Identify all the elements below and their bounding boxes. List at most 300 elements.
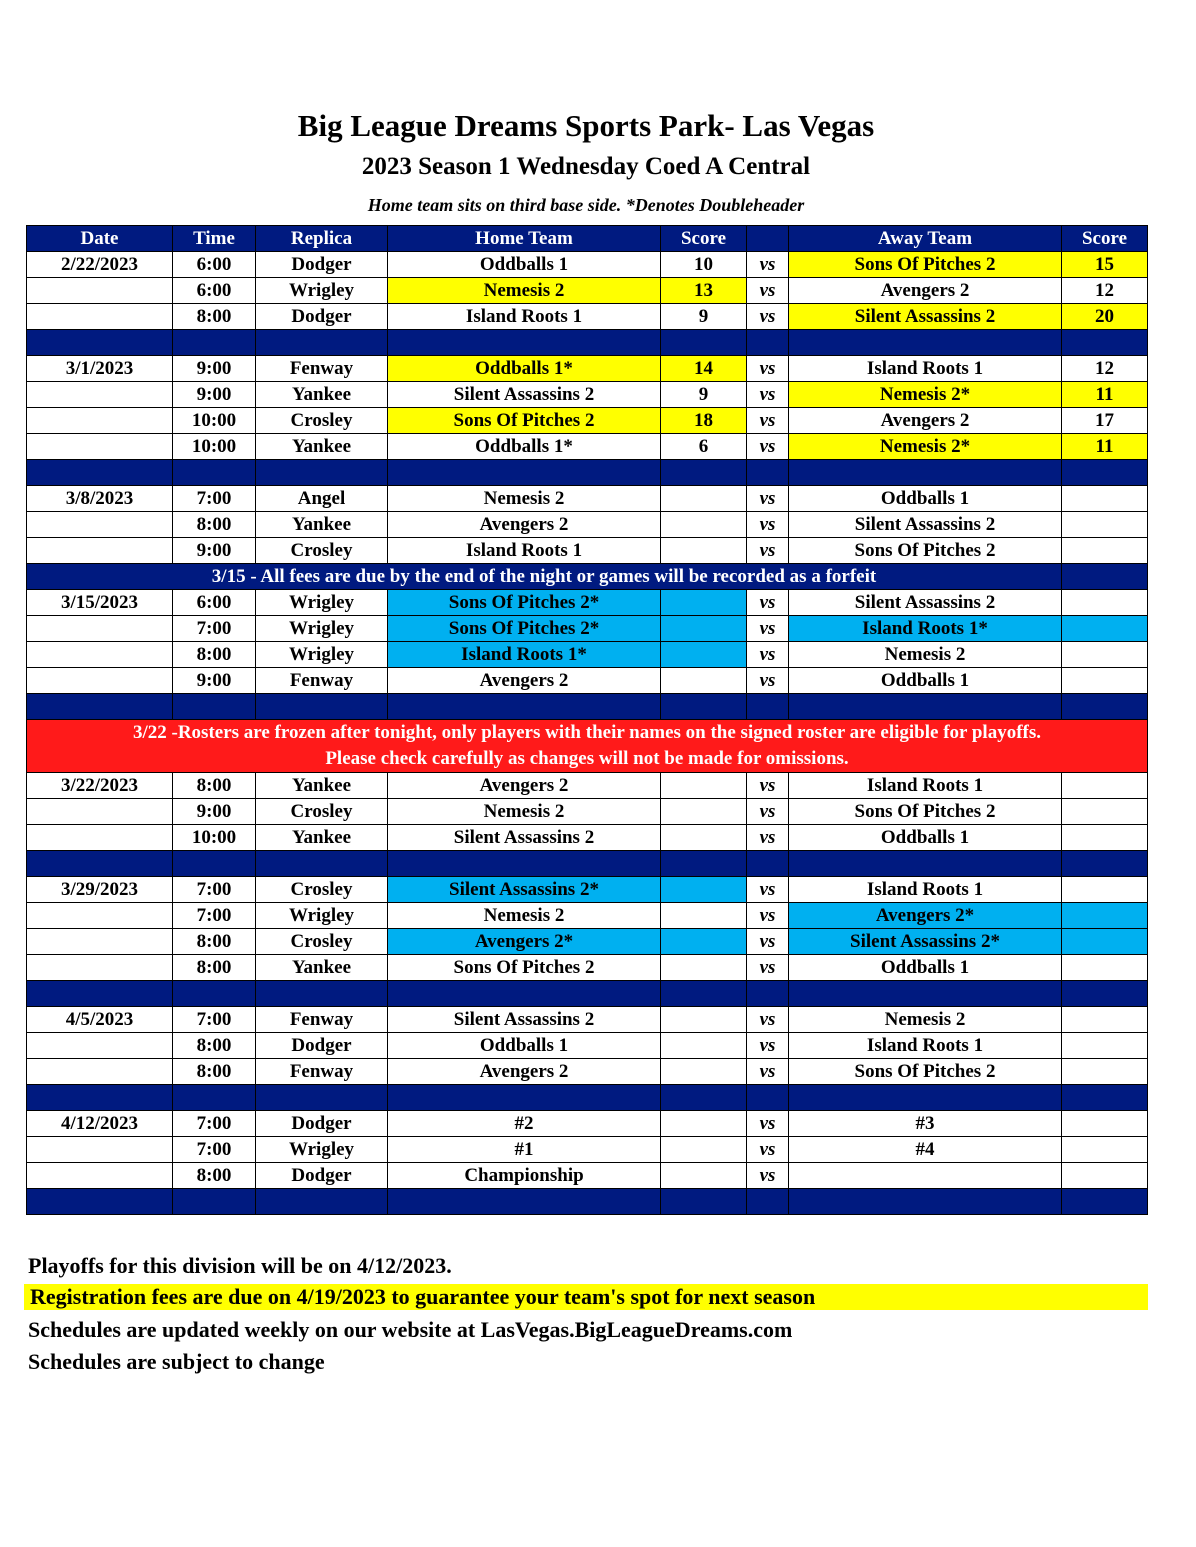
col-home-team: Home Team	[388, 226, 661, 252]
home-score	[661, 929, 747, 955]
roster-alert	[27, 720, 1148, 773]
away-score	[1062, 929, 1148, 955]
game-date	[27, 799, 173, 825]
separator-cell	[1062, 1085, 1148, 1111]
separator-cell	[388, 330, 661, 356]
separator-cell	[789, 1085, 1062, 1111]
away-team: Nemesis 2*	[789, 382, 1062, 408]
home-score	[661, 642, 747, 668]
away-score: 20	[1062, 304, 1148, 330]
game-field: Wrigley	[256, 278, 388, 304]
separator-cell	[388, 694, 661, 720]
game-field: Dodger	[256, 1111, 388, 1137]
game-time: 10:00	[173, 408, 256, 434]
game-time: 7:00	[173, 1111, 256, 1137]
separator-cell	[661, 851, 747, 877]
separator-row	[27, 330, 1148, 356]
separator-cell	[256, 981, 388, 1007]
game-row	[27, 486, 1148, 512]
away-score	[1062, 825, 1148, 851]
home-team: Nemesis 2	[388, 799, 661, 825]
game-time: 8:00	[173, 642, 256, 668]
home-team: Avengers 2	[388, 773, 661, 799]
home-team: Sons Of Pitches 2	[388, 955, 661, 981]
game-row	[27, 382, 1148, 408]
away-team: Nemesis 2	[789, 642, 1062, 668]
game-field: Yankee	[256, 773, 388, 799]
away-team	[789, 1163, 1062, 1189]
game-date	[27, 1163, 173, 1189]
home-team: Silent Assassins 2	[388, 1007, 661, 1033]
home-score	[661, 486, 747, 512]
separator-cell	[661, 1085, 747, 1111]
separator-cell	[388, 1189, 661, 1215]
separator-cell	[789, 1189, 1062, 1215]
game-time: 9:00	[173, 538, 256, 564]
away-score: 12	[1062, 356, 1148, 382]
separator-cell	[256, 460, 388, 486]
game-row	[27, 955, 1148, 981]
game-row	[27, 668, 1148, 694]
separator-cell	[27, 981, 173, 1007]
away-score	[1062, 877, 1148, 903]
away-team: Oddballs 1	[789, 486, 1062, 512]
separator-cell	[27, 460, 173, 486]
roster-alert-line2: Please check carefully as changes will not be made for omissions.	[325, 748, 849, 769]
home-team-note: Home team sits on third base side. *Denotes Doubleheader	[367, 195, 805, 215]
game-field: Crosley	[256, 408, 388, 434]
change-note: Schedules are subject to change	[28, 1349, 325, 1374]
game-time: 9:00	[173, 799, 256, 825]
vs-label: vs	[747, 773, 789, 799]
away-team: Avengers 2	[789, 408, 1062, 434]
home-team: #2	[388, 1111, 661, 1137]
separator-cell	[256, 1085, 388, 1111]
game-field: Wrigley	[256, 616, 388, 642]
away-score	[1062, 616, 1148, 642]
separator-cell	[1062, 981, 1148, 1007]
game-date	[27, 538, 173, 564]
game-date	[27, 903, 173, 929]
separator-cell	[256, 694, 388, 720]
game-date	[27, 304, 173, 330]
game-field: Dodger	[256, 1033, 388, 1059]
separator-cell	[173, 1189, 256, 1215]
game-field: Yankee	[256, 825, 388, 851]
game-row	[27, 877, 1148, 903]
game-field: Crosley	[256, 929, 388, 955]
vs-label: vs	[747, 1163, 789, 1189]
away-score	[1062, 1111, 1148, 1137]
home-score	[661, 1059, 747, 1085]
vs-label: vs	[747, 955, 789, 981]
game-time: 7:00	[173, 877, 256, 903]
col-date: Date	[27, 226, 173, 252]
game-time: 7:00	[173, 486, 256, 512]
away-score	[1062, 642, 1148, 668]
away-score	[1062, 773, 1148, 799]
away-score	[1062, 799, 1148, 825]
game-time: 6:00	[173, 278, 256, 304]
game-date	[27, 434, 173, 460]
game-date	[27, 668, 173, 694]
vs-label: vs	[747, 877, 789, 903]
home-score: 6	[661, 434, 747, 460]
home-team: Nemesis 2	[388, 486, 661, 512]
game-row	[27, 773, 1148, 799]
game-time: 8:00	[173, 955, 256, 981]
game-date	[27, 825, 173, 851]
home-team: Sons Of Pitches 2	[388, 408, 661, 434]
game-row	[27, 512, 1148, 538]
game-field: Wrigley	[256, 903, 388, 929]
vs-label: vs	[747, 1033, 789, 1059]
game-date	[27, 1137, 173, 1163]
home-team: Nemesis 2	[388, 903, 661, 929]
game-time: 7:00	[173, 616, 256, 642]
game-date: 3/1/2023	[27, 356, 173, 382]
game-row	[27, 929, 1148, 955]
vs-label: vs	[747, 538, 789, 564]
schedule-table	[26, 225, 1148, 1215]
home-team: Sons Of Pitches 2*	[388, 590, 661, 616]
game-row	[27, 1059, 1148, 1085]
separator-cell	[661, 1189, 747, 1215]
home-team: Avengers 2	[388, 512, 661, 538]
game-field: Yankee	[256, 512, 388, 538]
vs-label: vs	[747, 903, 789, 929]
separator-cell	[27, 694, 173, 720]
game-field: Fenway	[256, 1059, 388, 1085]
away-score	[1062, 955, 1148, 981]
home-score	[661, 955, 747, 981]
header-row	[27, 226, 1148, 252]
away-team: Sons Of Pitches 2	[789, 252, 1062, 278]
game-date	[27, 642, 173, 668]
separator-cell	[256, 330, 388, 356]
home-team: Island Roots 1*	[388, 642, 661, 668]
separator-cell	[27, 851, 173, 877]
separator-cell	[789, 460, 1062, 486]
game-row	[27, 1007, 1148, 1033]
game-date	[27, 616, 173, 642]
game-field: Crosley	[256, 799, 388, 825]
game-time: 8:00	[173, 304, 256, 330]
game-date: 4/12/2023	[27, 1111, 173, 1137]
vs-label: vs	[747, 486, 789, 512]
game-time: 8:00	[173, 1163, 256, 1189]
vs-label: vs	[747, 1007, 789, 1033]
game-date: 4/5/2023	[27, 1007, 173, 1033]
playoffs-note: Playoffs for this division will be on 4/12/2023.	[28, 1253, 452, 1278]
game-field: Fenway	[256, 1007, 388, 1033]
game-date	[27, 512, 173, 538]
game-row	[27, 278, 1148, 304]
home-team: Oddballs 1*	[388, 434, 661, 460]
home-score	[661, 616, 747, 642]
page-title: Big League Dreams Sports Park- Las Vegas	[297, 108, 875, 143]
home-score	[661, 1111, 747, 1137]
vs-label: vs	[747, 590, 789, 616]
game-field: Crosley	[256, 877, 388, 903]
separator-cell	[747, 460, 789, 486]
separator-cell	[27, 1085, 173, 1111]
away-score: 17	[1062, 408, 1148, 434]
away-score: 15	[1062, 252, 1148, 278]
separator-row	[27, 1189, 1148, 1215]
game-row	[27, 825, 1148, 851]
game-row	[27, 642, 1148, 668]
game-field: Yankee	[256, 955, 388, 981]
separator-cell	[661, 694, 747, 720]
game-date	[27, 955, 173, 981]
away-score	[1062, 668, 1148, 694]
separator-cell	[1062, 694, 1148, 720]
game-date	[27, 929, 173, 955]
away-team: Sons Of Pitches 2	[789, 538, 1062, 564]
away-team: Nemesis 2	[789, 1007, 1062, 1033]
away-team: Avengers 2*	[789, 903, 1062, 929]
vs-label: vs	[747, 1111, 789, 1137]
separator-cell	[173, 460, 256, 486]
separator-row	[27, 460, 1148, 486]
separator-cell	[173, 851, 256, 877]
game-date: 2/22/2023	[27, 252, 173, 278]
game-field: Yankee	[256, 434, 388, 460]
game-row	[27, 1033, 1148, 1059]
separator-cell	[1062, 1189, 1148, 1215]
game-field: Fenway	[256, 668, 388, 694]
separator-cell	[388, 981, 661, 1007]
home-score	[661, 1137, 747, 1163]
away-score	[1062, 1163, 1148, 1189]
vs-label: vs	[747, 278, 789, 304]
game-field: Dodger	[256, 252, 388, 278]
separator-row	[27, 1085, 1148, 1111]
separator-cell	[661, 460, 747, 486]
away-team: Island Roots 1	[789, 356, 1062, 382]
away-score: 12	[1062, 278, 1148, 304]
away-score	[1062, 486, 1148, 512]
home-team: Oddballs 1	[388, 1033, 661, 1059]
game-time: 6:00	[173, 590, 256, 616]
game-date	[27, 408, 173, 434]
away-team: Silent Assassins 2*	[789, 929, 1062, 955]
separator-cell	[173, 1085, 256, 1111]
game-time: 9:00	[173, 668, 256, 694]
home-score	[661, 877, 747, 903]
separator-cell	[747, 1189, 789, 1215]
separator-row	[27, 981, 1148, 1007]
game-row	[27, 304, 1148, 330]
away-score	[1062, 1137, 1148, 1163]
away-team: Sons Of Pitches 2	[789, 1059, 1062, 1085]
home-score	[661, 799, 747, 825]
separator-row	[27, 694, 1148, 720]
roster-alert-row	[27, 720, 1148, 773]
home-score	[661, 1163, 747, 1189]
game-row	[27, 799, 1148, 825]
home-score	[661, 668, 747, 694]
home-team: Championship	[388, 1163, 661, 1189]
separator-cell	[747, 851, 789, 877]
home-score	[661, 590, 747, 616]
home-team: Nemesis 2	[388, 278, 661, 304]
separator-row	[27, 851, 1148, 877]
home-score	[661, 538, 747, 564]
col-time: Time	[173, 226, 256, 252]
away-score	[1062, 1059, 1148, 1085]
vs-label: vs	[747, 304, 789, 330]
game-field: Crosley	[256, 538, 388, 564]
home-team: Avengers 2	[388, 668, 661, 694]
fees-banner-row	[27, 564, 1148, 590]
game-date	[27, 1059, 173, 1085]
home-team: Avengers 2	[388, 1059, 661, 1085]
away-score	[1062, 512, 1148, 538]
game-row	[27, 616, 1148, 642]
separator-cell	[173, 694, 256, 720]
separator-cell	[1062, 851, 1148, 877]
separator-cell	[747, 981, 789, 1007]
fees-banner: 3/15 - All fees are due by the end of the night or games will be recorded as a forfeit	[27, 564, 1062, 590]
vs-label: vs	[747, 1059, 789, 1085]
vs-label: vs	[747, 616, 789, 642]
game-time: 7:00	[173, 903, 256, 929]
game-time: 8:00	[173, 929, 256, 955]
separator-cell	[1062, 330, 1148, 356]
home-score: 10	[661, 252, 747, 278]
home-team: Silent Assassins 2	[388, 825, 661, 851]
game-field: Dodger	[256, 1163, 388, 1189]
home-team: Island Roots 1	[388, 538, 661, 564]
vs-label: vs	[747, 668, 789, 694]
away-team: #4	[789, 1137, 1062, 1163]
vs-label: vs	[747, 382, 789, 408]
home-team: Sons Of Pitches 2*	[388, 616, 661, 642]
vs-label: vs	[747, 434, 789, 460]
home-score: 9	[661, 382, 747, 408]
game-row	[27, 252, 1148, 278]
home-score: 13	[661, 278, 747, 304]
game-field: Angel	[256, 486, 388, 512]
away-team: #3	[789, 1111, 1062, 1137]
game-date	[27, 278, 173, 304]
home-score: 14	[661, 356, 747, 382]
home-score	[661, 903, 747, 929]
vs-label: vs	[747, 1137, 789, 1163]
away-team: Nemesis 2*	[789, 434, 1062, 460]
game-row	[27, 1163, 1148, 1189]
away-team: Island Roots 1	[789, 773, 1062, 799]
home-team: Oddballs 1	[388, 252, 661, 278]
vs-label: vs	[747, 408, 789, 434]
game-row	[27, 408, 1148, 434]
game-date: 3/15/2023	[27, 590, 173, 616]
separator-cell	[27, 1189, 173, 1215]
home-score: 9	[661, 304, 747, 330]
away-score	[1062, 1033, 1148, 1059]
game-field: Wrigley	[256, 642, 388, 668]
separator-cell	[789, 981, 1062, 1007]
separator-cell	[173, 981, 256, 1007]
separator-cell	[1062, 460, 1148, 486]
away-score	[1062, 538, 1148, 564]
col-replica: Replica	[256, 226, 388, 252]
away-team: Oddballs 1	[789, 668, 1062, 694]
home-score	[661, 1033, 747, 1059]
vs-label: vs	[747, 642, 789, 668]
game-field: Fenway	[256, 356, 388, 382]
registration-note: Registration fees are due on 4/19/2023 to guarantee your team's spot for next season	[24, 1284, 1148, 1310]
home-team: Island Roots 1	[388, 304, 661, 330]
separator-cell	[388, 460, 661, 486]
game-field: Wrigley	[256, 590, 388, 616]
game-time: 10:00	[173, 825, 256, 851]
separator-cell	[661, 330, 747, 356]
home-score	[661, 1007, 747, 1033]
separator-cell	[789, 851, 1062, 877]
col-away-team: Away Team	[789, 226, 1062, 252]
game-row	[27, 590, 1148, 616]
vs-label: vs	[747, 512, 789, 538]
game-time: 7:00	[173, 1007, 256, 1033]
col-home-score: Score	[661, 226, 747, 252]
separator-cell	[256, 851, 388, 877]
game-row	[27, 538, 1148, 564]
away-team: Silent Assassins 2	[789, 590, 1062, 616]
away-team: Avengers 2	[789, 278, 1062, 304]
game-row	[27, 434, 1148, 460]
schedule-body	[27, 252, 1148, 1215]
game-row	[27, 356, 1148, 382]
game-field: Wrigley	[256, 1137, 388, 1163]
away-score	[1062, 1007, 1148, 1033]
separator-cell	[747, 330, 789, 356]
away-team: Oddballs 1	[789, 955, 1062, 981]
home-team: Silent Assassins 2	[388, 382, 661, 408]
home-score: 18	[661, 408, 747, 434]
away-score	[1062, 903, 1148, 929]
game-row	[27, 903, 1148, 929]
roster-alert-line1: 3/22 -Rosters are frozen after tonight, only players with their names on the signed roster are eligible for playoffs.	[132, 722, 1042, 743]
away-score: 11	[1062, 434, 1148, 460]
col-vs	[747, 226, 789, 252]
game-field: Yankee	[256, 382, 388, 408]
game-time: 6:00	[173, 252, 256, 278]
away-team: Sons Of Pitches 2	[789, 799, 1062, 825]
away-team: Silent Assassins 2	[789, 304, 1062, 330]
away-team: Oddballs 1	[789, 825, 1062, 851]
game-time: 8:00	[173, 773, 256, 799]
away-score	[1062, 590, 1148, 616]
separator-cell	[661, 981, 747, 1007]
vs-label: vs	[747, 825, 789, 851]
away-score: 11	[1062, 382, 1148, 408]
game-date	[27, 1033, 173, 1059]
separator-cell	[388, 1085, 661, 1111]
separator-cell	[747, 1085, 789, 1111]
home-score	[661, 773, 747, 799]
vs-label: vs	[747, 799, 789, 825]
away-team: Island Roots 1	[789, 1033, 1062, 1059]
game-time: 8:00	[173, 1033, 256, 1059]
vs-label: vs	[747, 929, 789, 955]
game-time: 9:00	[173, 356, 256, 382]
game-time: 8:00	[173, 512, 256, 538]
game-time: 10:00	[173, 434, 256, 460]
game-time: 7:00	[173, 1137, 256, 1163]
